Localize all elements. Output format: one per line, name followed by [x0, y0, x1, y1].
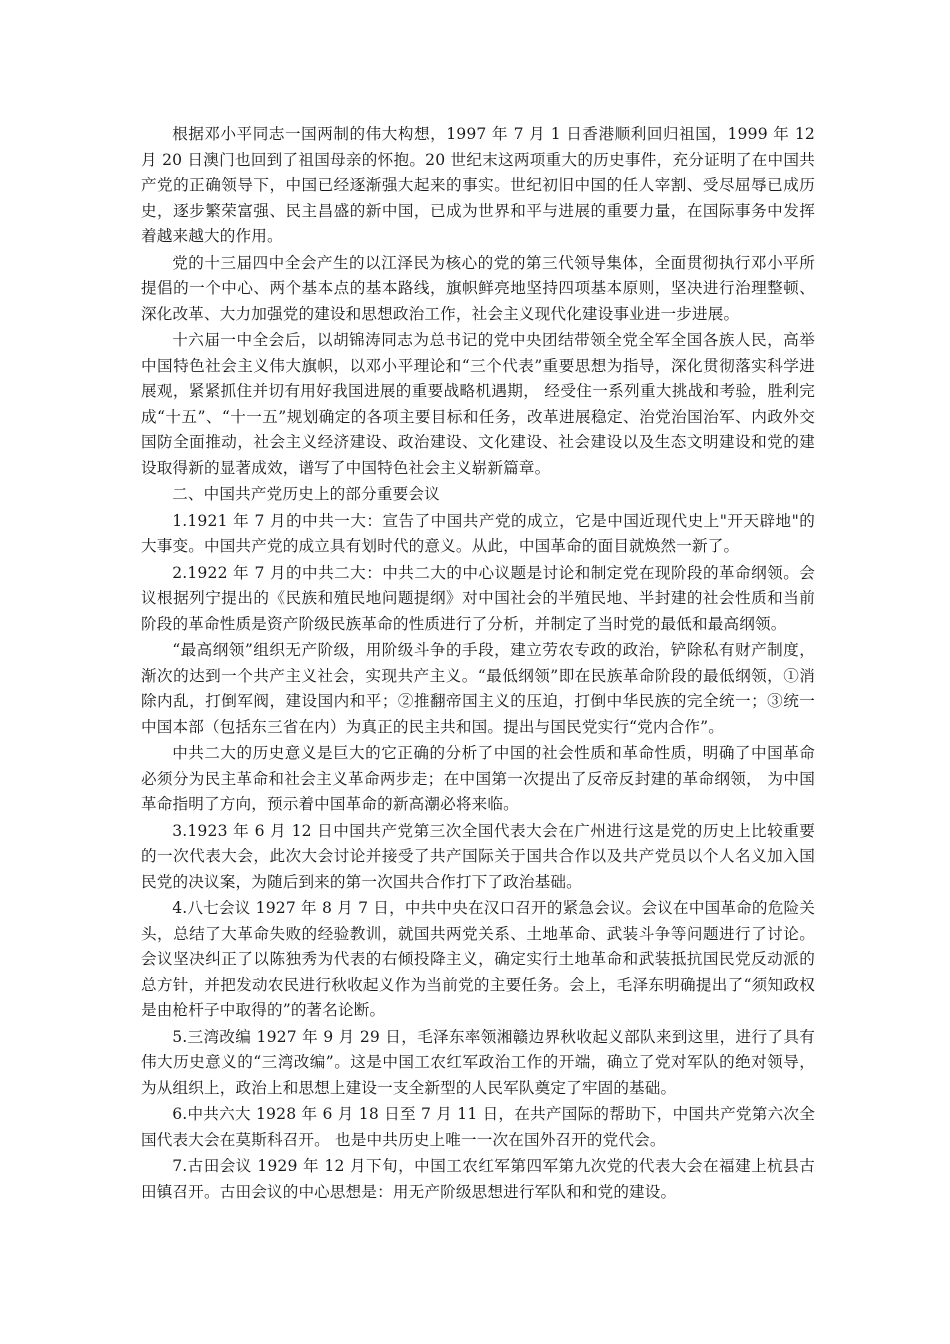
- paragraph-third-congress: 3.1923 年 6 月 12 日中国共产党第三次全国代表大会在广州进行这是党的历史上比较重要的一次代表大会，此次大会讨论并接受了共产国际关于国共合作以及共产党员以个人名义加入国民党的决议案，为随后到来的第一次国共合作打下了政治基础。: [141, 821, 815, 891]
- document-body: [141, 122, 815, 1206]
- paragraph-sanwan-reorganization: 5.三湾改编 1927 年 9 月 29 日，毛泽东率领湘赣边界秋收起义部队来到这里，进行了具有伟大历史意义的“三湾改编”。这是中国工农红军政治工作的开端，确立了党对军队的绝对领导，为从组织上，政治上和思想上建设一支全新型的人民军队奠定了牢固的基础。: [141, 1027, 815, 1097]
- paragraph-sixth-congress: 6.中共六大 1928 年 6 月 18 日至 7 月 11 日，在共产国际的帮助下，中国共产党第六次全国代表大会在莫斯科召开。 也是中共历史上唯一一次在国外召开的党代会。: [141, 1105, 815, 1149]
- paragraph-programs: “最高纲领”组织无产阶级，用阶级斗争的手段，建立劳农专政的政治，铲除私有财产制度，渐次的达到一个共产主义社会，实现共产主义。“最低纲领”即在民族革命阶段的最低纲领，①消除内乱，打倒军阀，建设国内和平；②推翻帝国主义的压迫，打倒中华民族的完全统一；③统一中国本部（包括东三省在内）为真正的民主共和国。提出与国民党实行“党内合作”。: [141, 641, 815, 736]
- paragraph-hu-jintao-era: 十六届一中全会后，以胡锦涛同志为总书记的党中央团结带领全党全军全国各族人民，高举中国特色社会主义伟大旗帜，以邓小平理论和“三个代表”重要思想为指导，深化贯彻落实科学进展观，紧紧抓住并切有用好我国进展的重要战略机遇期， 经受住一系列重大挑战和考验，胜利完成“十五”、“十一五”规划确定的各项主要目标和任务，改革进展稳定、治党治国治军、内政外交国防全面推动，社会主义经济建设、政治建设、文化建设、社会建设以及生态文明建设和党的建设取得新的显著成效，谱写了中国特色社会主义崭新篇章。: [141, 331, 815, 477]
- paragraph-gutian-meeting: 7.古田会议 1929 年 12 月下旬，中国工农红军第四军第九次党的代表大会在福建上杭县古田镇召开。古田会议的中心思想是：用无产阶级思想进行军队和和党的建设。: [141, 1157, 815, 1201]
- paragraph-third-generation-leadership: 党的十三届四中全会产生的以江泽民为核心的党的第三代领导集体，全面贯彻执行邓小平所提倡的一个中心、两个基本点的基本路线，旗帜鲜亮地坚持四项基本原则，坚决进行治理整顿、深化改革、大力加强党的建设和思想政治工作，社会主义现代化建设事业进一步进展。: [141, 253, 815, 323]
- paragraph-second-congress-significance: 中共二大的历史意义是巨大的它正确的分析了中国的社会性质和革命性质，明确了中国革命必须分为民主革命和社会主义革命两步走；在中国第一次提出了反帝反封建的革命纲领， 为中国革命指明了方向，预示着中国革命的新高潮必将来临。: [141, 744, 815, 813]
- paragraph-august-seventh-meeting: 4.八七会议 1927 年 8 月 7 日，中共中央在汉口召开的紧急会议。会议在中国革命的危险关头，总结了大革命失败的经验教训，就国共两党关系、土地革命、武装斗争等问题进行了讨论。会议坚决纠正了以陈独秀为代表的右倾投降主义，确定实行土地革命和武装抵抗国民党反动派的总方针，并把发动农民进行秋收起义作为当前党的主要任务。会上，毛泽东明确提出了“须知政权是由枪杆子中取得的”的著名论断。: [141, 899, 815, 1019]
- paragraph-hong-kong-macau: 根据邓小平同志一国两制的伟大构想，1997 年 7 月 1 日香港顺利回归祖国，1999 年 12 月 20 日澳门也回到了祖国母亲的怀抱。20 世纪末这两项重大的历史事件，充分证明了在中国共产党的正确领导下，中国已经逐渐强大起来的事实。世纪初旧中国的任人宰割、受尽屈辱已成历史，逐步繁荣富强、民主昌盛的新中国，已成为世界和平与进展的重要力量，在国际事务中发挥着越来越大的作用。: [141, 125, 815, 245]
- paragraph-second-congress: 2.1922 年 7 月的中共二大：中共二大的中心议题是讨论和制定党在现阶段的革命纲领。会议根据列宁提出的《民族和殖民地问题提纲》对中国社会的半殖民地、半封建的社会性质和当前阶段的革命性质是资产阶级民族革命的性质进行了分析，并制定了当时党的最低和最高纲领。: [141, 563, 815, 633]
- paragraph-first-congress: 1.1921 年 7 月的中共一大：宣告了中国共产党的成立，它是中国近现代史上"开天辟地"的大事变。中国共产党的成立具有划时代的意义。从此，中国革命的面目就焕然一新了。: [141, 511, 815, 555]
- section-heading-important-meetings: 二、中国共产党历史上的部分重要会议: [172, 485, 440, 503]
